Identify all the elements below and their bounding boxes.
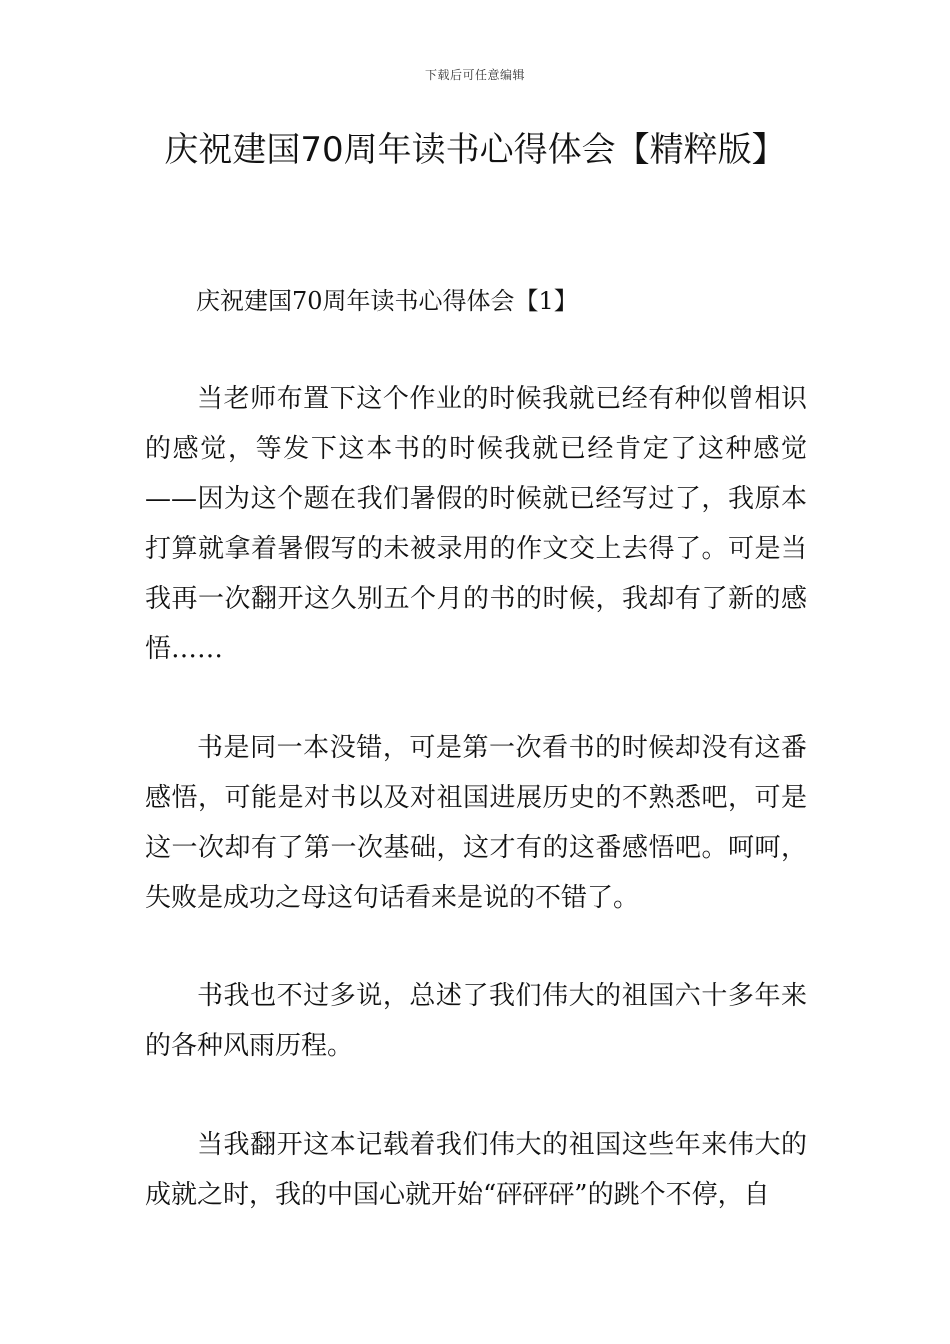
- paragraph-4: 当我翻开这本记载着我们伟大的祖国这些年来伟大的成就之时，我的中国心就开始“砰砰砰”的跳个不停，自: [145, 1130, 807, 1210]
- paragraph-3: 书我也不过多说，总述了我们伟大的祖国六十多年来的各种风雨历程。: [145, 981, 807, 1061]
- document-title: 庆祝建国70周年读书心得体会【精粹版】: [164, 130, 786, 170]
- header-note: 下载后可任意编辑: [424, 68, 525, 82]
- paragraph-1: 当老师布置下这个作业的时候我就已经有种似曾相识的感觉，等发下这本书的时候我就已经肯定了这种感觉——因为这个题在我们暑假的时候就已经写过了，我原本打算就拿着暑假写的未被录用的作文交上去得了。可是当我再一次翻开这久别五个月的书的时候，我却有了新的感悟……: [145, 384, 807, 664]
- section-heading: 庆祝建国70周年读书心得体会【1】: [196, 287, 578, 315]
- paragraph-2: 书是同一本没错，可是第一次看书的时候却没有这番感悟，可能是对书以及对祖国进展历史的不熟悉吧，可是这一次却有了第一次基础，这才有的这番感悟吧。呵呵，失败是成功之母这句话看来是说的不错了。: [145, 733, 807, 913]
